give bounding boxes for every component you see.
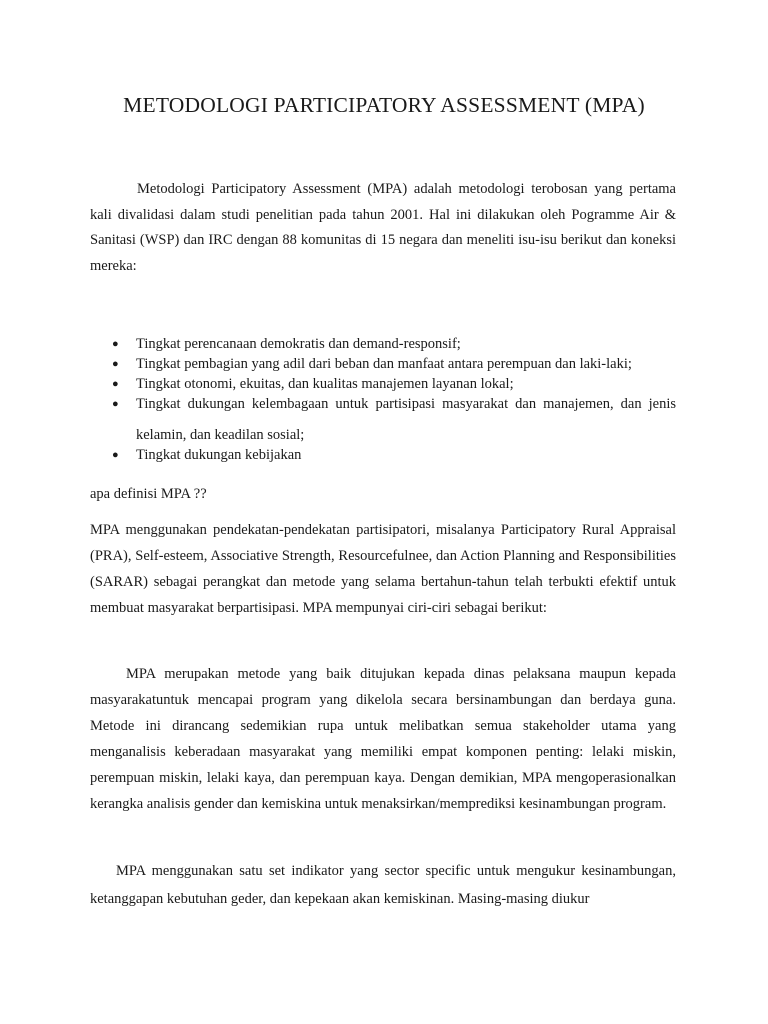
list-item bbox=[90, 354, 676, 374]
definition-paragraph: MPA menggunakan pendekatan-pendekatan partisipatori, misalanya Participatory Rural Appraisal (PRA), Self-esteem, Associative Strength, Resourcefulnee, dan Action Planning and Responsibilities (SARAR) sebagai perangkat dan metode yang selama bertahun-tahun telah terbukti efektif untuk membuat masyarakat berpartisipasi. MPA mempunyai ciri-ciri sebagai berikut: bbox=[90, 522, 676, 616]
list-item-text: Tingkat dukungan kelembagaan untuk partisipasi masyarakat dan manajemen, dan jenis kelamin, dan keadilan sosial; bbox=[136, 396, 676, 443]
list-item-text: Tingkat pembagian yang adil dari beban dan manfaat antara perempuan dan laki-laki; bbox=[136, 356, 632, 372]
list-item-text: Tingkat perencanaan demokratis dan demand-responsif; bbox=[136, 336, 461, 352]
bullet-icon: ● bbox=[112, 378, 119, 390]
indicator-paragraph: MPA menggunakan satu set indikator yang sector specific untuk mengukur kesinambungan, ketanggapan kebutuhan geder, dan kepekaan akan kemiskinan. Masing-masing diukur bbox=[90, 863, 676, 907]
list-item-text: Tingkat dukungan kebijakan bbox=[136, 447, 302, 463]
bullet-icon: ● bbox=[112, 358, 119, 370]
issue-list bbox=[90, 334, 676, 465]
bullet-icon: ● bbox=[112, 449, 119, 461]
intro-paragraph: Metodologi Participatory Assessment (MPA) adalah metodologi terobosan yang pertama kali divalidasi dalam studi penelitian pada tahun 2001. Hal ini dilakukan oleh Pogramme Air & Sanitasi (WSP) dan IRC dengan 88 komunitas di 15 negara dan meneliti isu-isu berikut dan koneksi mereka: bbox=[90, 181, 676, 274]
bullet-icon: ● bbox=[112, 338, 119, 350]
method-paragraph: MPA merupakan metode yang baik ditujukan kepada dinas pelaksana maupun kepada masyarakatuntuk mencapai program yang dikelola secara bersinambungan dan berdaya guna. Metode ini dirancang sedemikian rupa untuk melibatkan semua stakeholder utama yang menganalisis keberadaan masyarakat yang memiliki empat komponen penting: lelaki miskin, perempuan miskin, lelaki kaya, dan perempuan kaya. Dengan demikian, MPA mengoperasionalkan kerangka analisis gender dan kemiskina untuk menaksirkan/memprediksi kesinambungan program. bbox=[90, 666, 676, 812]
list-item bbox=[90, 334, 676, 354]
list-item bbox=[90, 389, 676, 451]
bullet-icon: ● bbox=[112, 398, 119, 410]
question-heading: apa definisi MPA ?? bbox=[90, 486, 207, 502]
list-item bbox=[90, 445, 676, 465]
list-item-text: Tingkat otonomi, ekuitas, dan kualitas manajemen layanan lokal; bbox=[136, 376, 514, 392]
document-title: METODOLOGI PARTICIPATORY ASSESSMENT (MPA) bbox=[123, 93, 645, 117]
